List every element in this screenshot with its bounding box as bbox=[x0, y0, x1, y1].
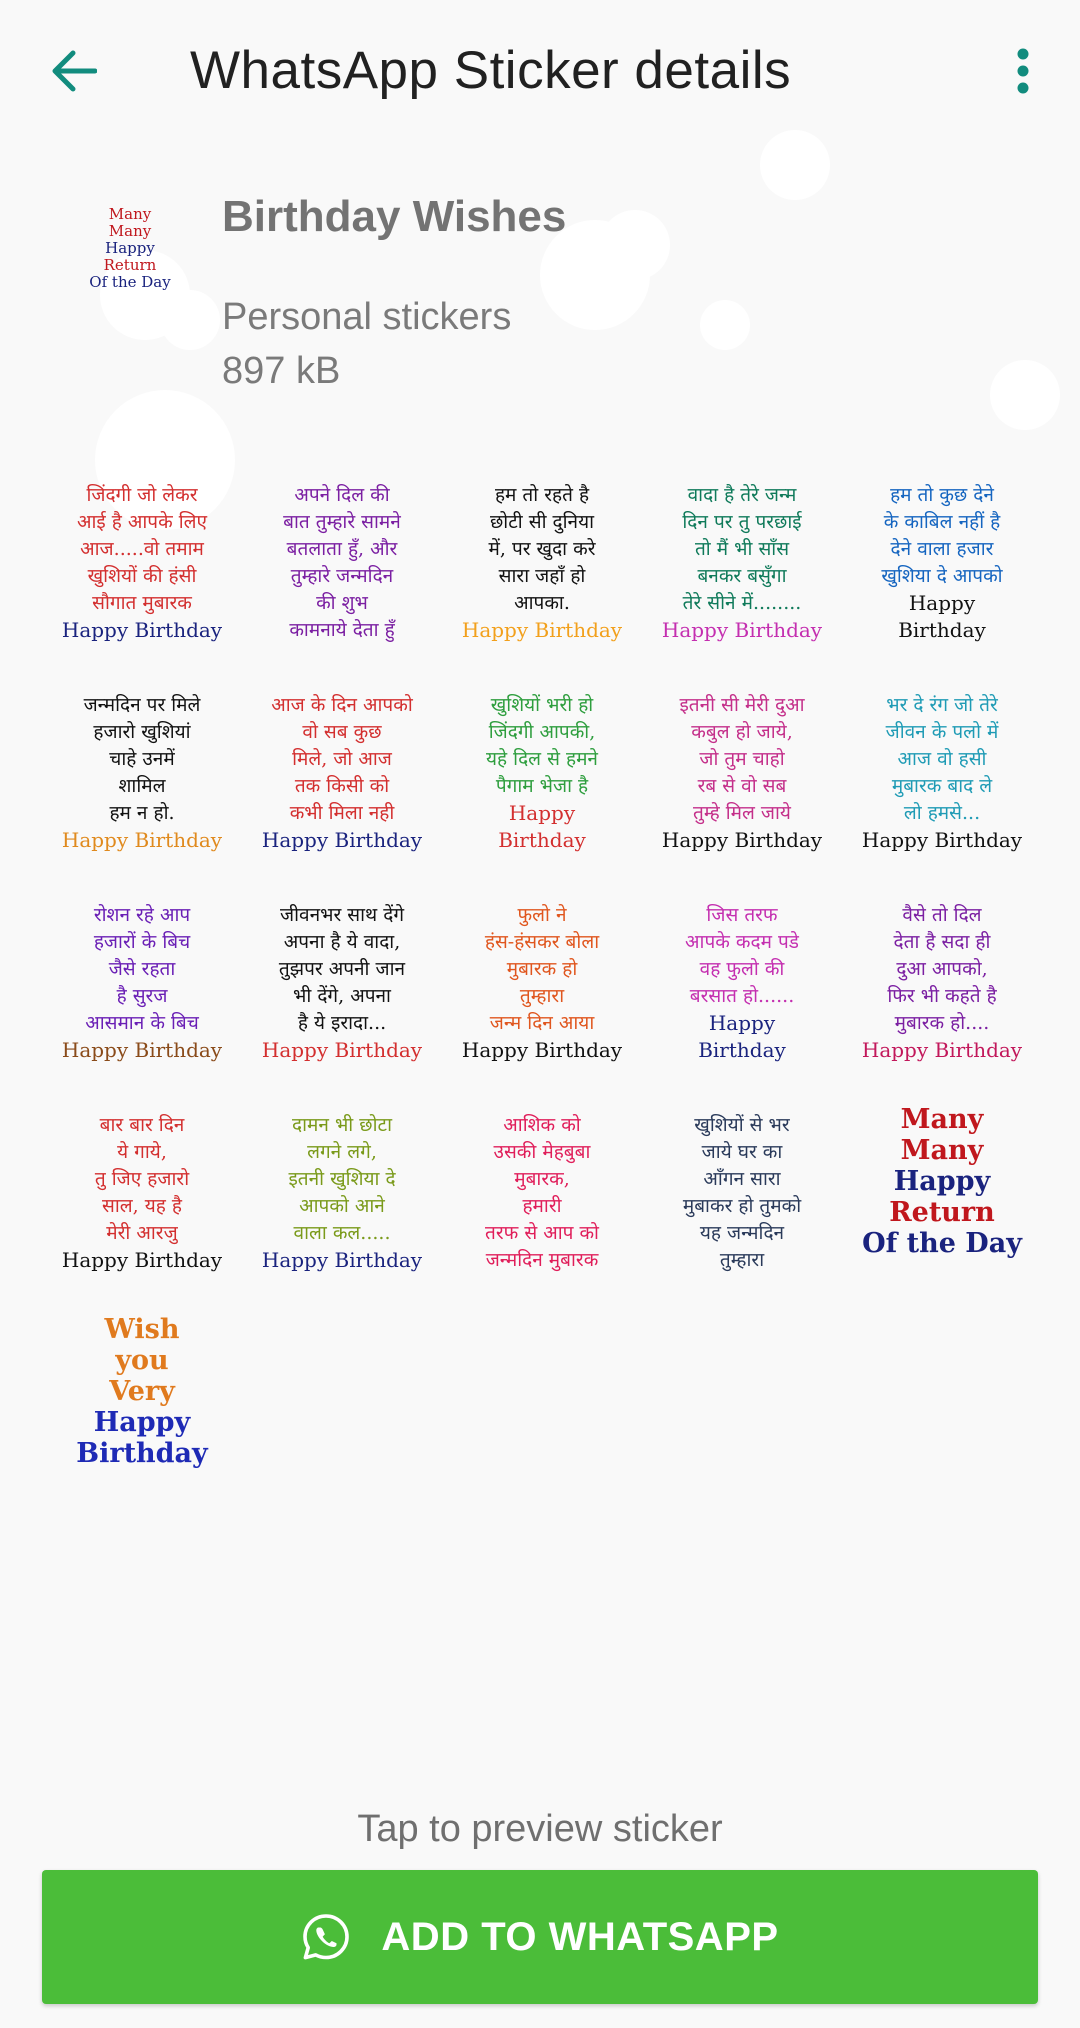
sticker-line: Happy bbox=[908, 591, 976, 615]
sticker-line: वाला कल..... bbox=[293, 1222, 391, 1244]
sticker-line: खुशियों से भर bbox=[694, 1114, 790, 1136]
sticker-line: कभी मिला नही bbox=[289, 802, 395, 824]
more-options-button[interactable] bbox=[1000, 40, 1046, 102]
sticker-line: लो हमसे... bbox=[903, 802, 981, 824]
sticker-line: बतलाता हुँ, और bbox=[286, 538, 398, 560]
sticker-item[interactable] bbox=[642, 470, 842, 680]
sticker-line: जन्मदिन पर मिले bbox=[83, 694, 201, 716]
sticker-line: जो तुम चाहो bbox=[699, 748, 785, 770]
sticker-item[interactable] bbox=[442, 470, 642, 680]
sticker-line: उसकी मेहबुबा bbox=[493, 1141, 591, 1163]
sticker-line: Happy Birthday bbox=[61, 1038, 223, 1062]
sticker-line: Wish bbox=[104, 1314, 180, 1345]
sticker-line: सारा जहाँ हो bbox=[498, 565, 586, 587]
sticker-line: Happy Birthday bbox=[261, 828, 423, 852]
sticker-line: इतनी सी मेरी दुआ bbox=[679, 694, 805, 716]
sticker-line: Happy Birthday bbox=[61, 828, 223, 852]
sticker-line: के काबिल नहीं है bbox=[883, 511, 1001, 533]
sticker-line: Many bbox=[900, 1135, 984, 1166]
sticker-line: फिर भी कहते है bbox=[887, 985, 997, 1007]
sticker-line: Happy bbox=[508, 801, 576, 825]
sticker-line: आसमान के बिच bbox=[85, 1012, 199, 1034]
sticker-line: जीवन के पलो में bbox=[885, 721, 999, 743]
sticker-line: लगने लगे, bbox=[307, 1141, 377, 1163]
sticker-line: बनकर बसुँगा bbox=[697, 565, 787, 587]
tray-line: Of the Day bbox=[89, 272, 171, 291]
sticker-line: जिंदगी जो लेकर bbox=[86, 484, 198, 506]
sticker-line: हम तो रहते है bbox=[494, 484, 590, 506]
sticker-line: आज.....वो तमाम bbox=[80, 538, 204, 560]
sticker-line: Very bbox=[109, 1376, 175, 1407]
sticker-line: खुशियों की हंसी bbox=[87, 565, 197, 587]
pack-publisher: Personal stickers bbox=[222, 296, 512, 338]
pack-size: 897 kB bbox=[222, 350, 341, 392]
pack-header bbox=[0, 150, 1080, 420]
sticker-line: जन्म दिन आया bbox=[489, 1012, 595, 1034]
sticker-line: शामिल bbox=[118, 775, 166, 797]
sticker-line: देने वाला हजार bbox=[890, 538, 994, 560]
sticker-line: Return bbox=[889, 1197, 995, 1228]
pack-name: Birthday Wishes bbox=[222, 192, 567, 241]
page-title: WhatsApp Sticker details bbox=[190, 41, 792, 100]
sticker-line: फुलो ने bbox=[517, 904, 567, 926]
sticker-line: की शुभ bbox=[316, 592, 368, 614]
sticker-line: भी देंगे, अपना bbox=[293, 985, 391, 1007]
sticker-line: में, पर खुदा करे bbox=[488, 538, 596, 560]
sticker-item[interactable] bbox=[42, 1310, 242, 1520]
sticker-line: मिले, जो आज bbox=[292, 748, 392, 770]
sticker-line: तेरे सीने में........ bbox=[682, 592, 802, 614]
sticker-line: पैगाम भेजा है bbox=[495, 775, 589, 797]
sticker-line: यह जन्मदिन bbox=[699, 1222, 785, 1244]
sticker-line: Happy Birthday bbox=[261, 1038, 423, 1062]
sticker-item[interactable] bbox=[242, 470, 442, 680]
sticker-line: मुबारक बाद ले bbox=[891, 775, 993, 797]
sticker-line: साल, यह है bbox=[102, 1195, 182, 1217]
sticker-item[interactable] bbox=[842, 890, 1042, 1100]
sticker-line: बार बार दिन bbox=[99, 1114, 185, 1136]
sticker-line: तुम्हारे जन्मदिन bbox=[290, 565, 394, 587]
sticker-line: इतनी खुशिया दे bbox=[288, 1168, 396, 1190]
sticker-line: Happy Birthday bbox=[61, 1248, 223, 1272]
sticker-item[interactable] bbox=[442, 1100, 642, 1310]
back-button[interactable] bbox=[44, 38, 104, 104]
sticker-item[interactable] bbox=[642, 890, 842, 1100]
sticker-item[interactable] bbox=[242, 680, 442, 890]
sticker-line: Of the Day bbox=[862, 1228, 1022, 1259]
sticker-line: आपके कदम पडे bbox=[685, 931, 799, 953]
sticker-line: तु जिए हजारो bbox=[94, 1168, 190, 1190]
sticker-line: कामनाये देता हुँ bbox=[289, 619, 395, 641]
sticker-item[interactable] bbox=[842, 1100, 1042, 1310]
sticker-line: वादा है तेरे जन्म bbox=[687, 484, 797, 506]
sticker-line: Happy Birthday bbox=[461, 618, 623, 642]
sticker-line: जिंदगी आपकी, bbox=[488, 721, 596, 743]
sticker-item[interactable] bbox=[642, 680, 842, 890]
sticker-line: भर दे रंग जो तेरे bbox=[886, 694, 998, 716]
sticker-line: Birthday bbox=[498, 828, 586, 852]
sticker-line: यहे दिल से हमने bbox=[486, 748, 598, 770]
sticker-item[interactable] bbox=[42, 1100, 242, 1310]
sticker-line: बात तुम्हारे सामने bbox=[283, 511, 401, 533]
sticker-line: है ये इरादा... bbox=[297, 1012, 387, 1034]
sticker-line: छोटी सी दुनिया bbox=[489, 511, 595, 533]
arrow-left-icon bbox=[51, 50, 97, 92]
sticker-line: मुबारक हो bbox=[506, 958, 578, 980]
sticker-line: बरसात हो...... bbox=[689, 985, 795, 1007]
sticker-line: खुशिया दे आपको bbox=[881, 565, 1003, 587]
sticker-line: वह फुलो की bbox=[699, 958, 785, 980]
sticker-item[interactable] bbox=[442, 680, 642, 890]
sticker-line: Happy Birthday bbox=[61, 618, 223, 642]
sticker-line: हम तो कुछ देने bbox=[890, 484, 994, 506]
sticker-line: खुशियों भरी हो bbox=[490, 694, 594, 716]
sticker-line: तुझपर अपनी जान bbox=[278, 958, 406, 980]
whatsapp-icon bbox=[301, 1912, 351, 1962]
sticker-line: आपको आने bbox=[299, 1195, 385, 1217]
sticker-line: दामन भी छोटा bbox=[291, 1114, 392, 1136]
tray-line: Many bbox=[108, 221, 152, 240]
sticker-line: वैसे तो दिल bbox=[902, 904, 982, 926]
sticker-line: Happy Birthday bbox=[661, 828, 823, 852]
sticker-line: मुबारक, bbox=[514, 1168, 570, 1190]
add-to-whatsapp-label: ADD TO WHATSAPP bbox=[381, 1914, 779, 1959]
sticker-line: सौगात मुबारक bbox=[92, 592, 192, 614]
tray-line: Happy bbox=[105, 238, 155, 257]
sticker-line: जाये घर का bbox=[701, 1141, 783, 1163]
sticker-line: वो सब कुछ bbox=[302, 721, 382, 743]
sticker-item[interactable] bbox=[42, 680, 242, 890]
tray-line: Many bbox=[108, 204, 152, 223]
sticker-line: ये गाये, bbox=[117, 1141, 167, 1163]
sticker-line: तुम्हे मिल जाये bbox=[693, 802, 791, 824]
sticker-line: अपना है ये वादा, bbox=[283, 931, 401, 953]
sticker-line: आई है आपके लिए bbox=[76, 511, 208, 533]
sticker-line: तरफ से आप को bbox=[485, 1222, 599, 1244]
add-to-whatsapp-button[interactable] bbox=[42, 1870, 1038, 2004]
preview-hint: Tap to preview sticker bbox=[357, 1808, 723, 1850]
sticker-line: मुबारक हो.... bbox=[894, 1012, 990, 1034]
sticker-line: Happy Birthday bbox=[861, 828, 1023, 852]
sticker-line: Birthday bbox=[698, 1038, 786, 1062]
sticker-line: आज वो हसी bbox=[897, 748, 987, 770]
sticker-line: मुबाकर हो तुमको bbox=[682, 1195, 802, 1217]
sticker-line: Birthday bbox=[76, 1438, 208, 1469]
tray-line: Return bbox=[103, 255, 157, 274]
sticker-item[interactable] bbox=[842, 470, 1042, 680]
sticker-line: रब से वो सब bbox=[697, 775, 787, 797]
sticker-line: दिन पर तु परछाई bbox=[682, 511, 802, 533]
sticker-item[interactable] bbox=[42, 470, 242, 680]
sticker-line: जन्मदिन मुबारक bbox=[485, 1249, 599, 1271]
sticker-line: Happy Birthday bbox=[661, 618, 823, 642]
sticker-item[interactable] bbox=[242, 890, 442, 1100]
sticker-line: तुम्हारा bbox=[719, 1249, 765, 1271]
sticker-line: जिस तरफ bbox=[706, 904, 778, 926]
sticker-line: Happy Birthday bbox=[261, 1248, 423, 1272]
sticker-line: जीवनभर साथ देंगे bbox=[279, 904, 405, 926]
sticker-line: तो मैं भी साँस bbox=[694, 538, 790, 560]
sticker-line: रोशन रहे आप bbox=[93, 904, 191, 926]
sticker-line: हजारो खुशियां bbox=[93, 721, 191, 743]
sticker-line: हमारी bbox=[522, 1195, 562, 1217]
sticker-item[interactable] bbox=[642, 1100, 842, 1310]
sticker-line: आपका. bbox=[514, 592, 570, 614]
sticker-line: Happy Birthday bbox=[461, 1038, 623, 1062]
sticker-line: आशिक को bbox=[503, 1114, 581, 1136]
sticker-item[interactable] bbox=[842, 680, 1042, 890]
sticker-line: Birthday bbox=[898, 618, 986, 642]
sticker-line: हजारों के बिच bbox=[93, 931, 191, 953]
sticker-grid bbox=[42, 470, 1042, 1520]
sticker-item[interactable] bbox=[42, 890, 242, 1100]
sticker-line: है सुरज bbox=[116, 985, 168, 1007]
sticker-line: आज के दिन आपको bbox=[271, 694, 413, 716]
sticker-line: अपने दिल की bbox=[294, 484, 390, 506]
sticker-item[interactable] bbox=[242, 1100, 442, 1310]
sticker-line: Happy bbox=[893, 1166, 991, 1197]
sticker-line: तक किसी को bbox=[294, 775, 390, 797]
sticker-line: हंस-हंसकर बोला bbox=[484, 931, 600, 953]
sticker-line: देता है सदा ही bbox=[893, 931, 991, 953]
sticker-line: दुआ आपको, bbox=[896, 958, 988, 980]
sticker-line: Happy bbox=[708, 1011, 776, 1035]
sticker-line: Many bbox=[900, 1104, 984, 1135]
sticker-line: मेरी आरजु bbox=[106, 1222, 178, 1244]
sticker-item[interactable] bbox=[442, 890, 642, 1100]
more-vert-icon bbox=[1016, 48, 1030, 94]
sticker-line: Happy Birthday bbox=[861, 1038, 1023, 1062]
sticker-line: चाहे उनमें bbox=[109, 748, 175, 770]
sticker-line: आँगन सारा bbox=[703, 1168, 781, 1190]
sticker-line: you bbox=[115, 1345, 169, 1376]
pack-tray-icon bbox=[70, 188, 190, 308]
sticker-line: हम न हो. bbox=[109, 802, 175, 824]
sticker-line: Happy bbox=[93, 1407, 191, 1438]
sticker-line: कबुल हो जाये, bbox=[691, 721, 793, 743]
sticker-line: जैसे रहता bbox=[108, 958, 176, 980]
app-toolbar bbox=[0, 0, 1080, 145]
sticker-line: तुम्हारा bbox=[519, 985, 565, 1007]
